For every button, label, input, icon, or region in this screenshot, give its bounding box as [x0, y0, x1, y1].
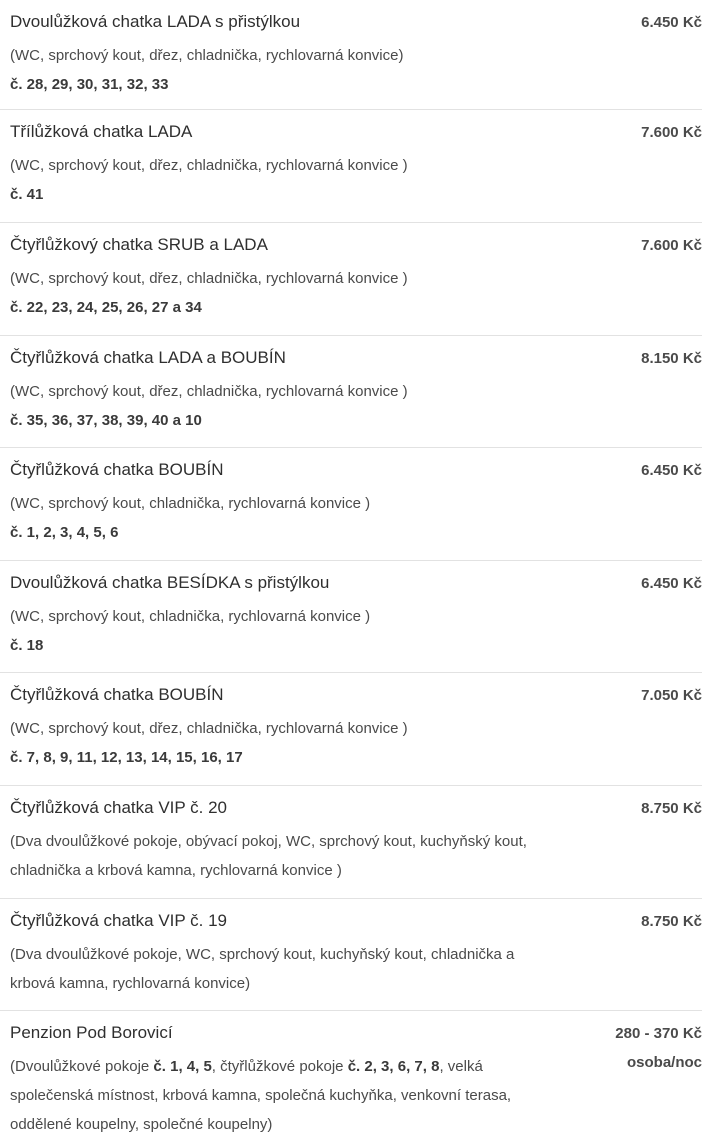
- item-numbers: č. 35, 36, 37, 38, 39, 40 a 10: [10, 412, 202, 429]
- item-price: 280 - 370 Kč: [615, 1025, 702, 1042]
- item-price: 7.600 Kč: [641, 124, 702, 141]
- desc-text: (Dvoulůžkové pokoje: [10, 1058, 154, 1075]
- item-title: Čtyřlůžková chatka LADA a BOUBÍN: [10, 348, 286, 367]
- item-description: (WC, sprchový kout, chladnička, rychlovarná konvice ): [10, 608, 371, 625]
- item-numbers: č. 18: [10, 637, 44, 654]
- desc-room-numbers: č. 2, 3, 6, 7, 8: [347, 1058, 440, 1075]
- item-title: Čtyřlůžková chatka BOUBÍN: [10, 460, 224, 479]
- item-price: 8.750 Kč: [641, 800, 702, 817]
- list-item: [0, 223, 702, 336]
- item-title: Čtyřlůžková chatka VIP č. 20: [10, 798, 228, 817]
- item-title: Čtyřlůžkový chatka SRUB a LADA: [10, 235, 268, 254]
- item-numbers: č. 41: [10, 186, 44, 203]
- item-description: (WC, sprchový kout, dřez, chladnička, rychlovarná konvice ): [10, 383, 408, 400]
- item-description: (WC, sprchový kout, dřez, chladnička, rychlovarná konvice ): [10, 720, 408, 737]
- item-title: Třílůžková chatka LADA: [10, 122, 193, 141]
- desc-text: , velká společenská místnost, krbová kamna, společná kuchyňka, venkovní terasa, oddělené koupelny, společné koupelny): [10, 1058, 512, 1133]
- item-price: 7.050 Kč: [641, 687, 702, 704]
- item-description: (WC, sprchový kout, dřez, chladnička, rychlovarná konvice ): [10, 270, 408, 287]
- item-title: Čtyřlůžková chatka BOUBÍN: [10, 685, 224, 704]
- item-description: (Dva dvoulůžkové pokoje, obývací pokoj, WC, sprchový kout, kuchyňský kout, chladnička a krbová kamna, rychlovarná konvice ): [10, 833, 527, 879]
- item-description: (WC, sprchový kout, dřez, chladnička, rychlovarná konvice): [10, 47, 404, 64]
- list-item: [0, 110, 702, 223]
- list-item: [0, 786, 702, 899]
- list-item: [0, 673, 702, 786]
- desc-text: , čtyřlůžkové pokoje: [211, 1058, 348, 1075]
- item-description: (WC, sprchový kout, dřez, chladnička, rychlovarná konvice ): [10, 157, 408, 174]
- item-title: Dvoulůžková chatka LADA s přistýlkou: [10, 12, 301, 31]
- item-price: 8.150 Kč: [641, 350, 702, 367]
- item-numbers: č. 22, 23, 24, 25, 26, 27 a 34: [10, 299, 202, 316]
- list-item: [0, 899, 702, 1011]
- item-numbers: č. 7, 8, 9, 11, 12, 13, 14, 15, 16, 17: [10, 749, 243, 766]
- item-title: Čtyřlůžková chatka VIP č. 19: [10, 911, 228, 930]
- desc-room-numbers: č. 1, 4, 5: [153, 1058, 212, 1075]
- item-price: 8.750 Kč: [641, 913, 702, 930]
- item-numbers: č. 1, 2, 3, 4, 5, 6: [10, 524, 119, 541]
- item-price: 7.600 Kč: [641, 237, 702, 254]
- item-description: (WC, sprchový kout, chladnička, rychlovarná konvice ): [10, 495, 371, 512]
- item-price: 6.450 Kč: [641, 575, 702, 592]
- item-title: Penzion Pod Borovicí: [10, 1023, 173, 1042]
- price-unit: osoba/noc: [626, 1054, 702, 1071]
- item-price: 6.450 Kč: [641, 462, 702, 479]
- item-numbers: č. 28, 29, 30, 31, 32, 33: [10, 76, 169, 93]
- list-item: [0, 448, 702, 561]
- item-price: 6.450 Kč: [641, 14, 702, 31]
- item-title: Dvoulůžková chatka BESÍDKA s přistýlkou: [10, 573, 330, 592]
- list-item: [0, 336, 702, 448]
- item-description: [10, 1052, 558, 1139]
- list-item: [0, 1011, 702, 1146]
- item-description: (Dva dvoulůžkové pokoje, WC, sprchový kout, kuchyňský kout, chladnička a krbová kamna, rychlovarná konvice): [10, 946, 515, 992]
- list-item: [0, 0, 702, 110]
- list-item: [0, 561, 702, 673]
